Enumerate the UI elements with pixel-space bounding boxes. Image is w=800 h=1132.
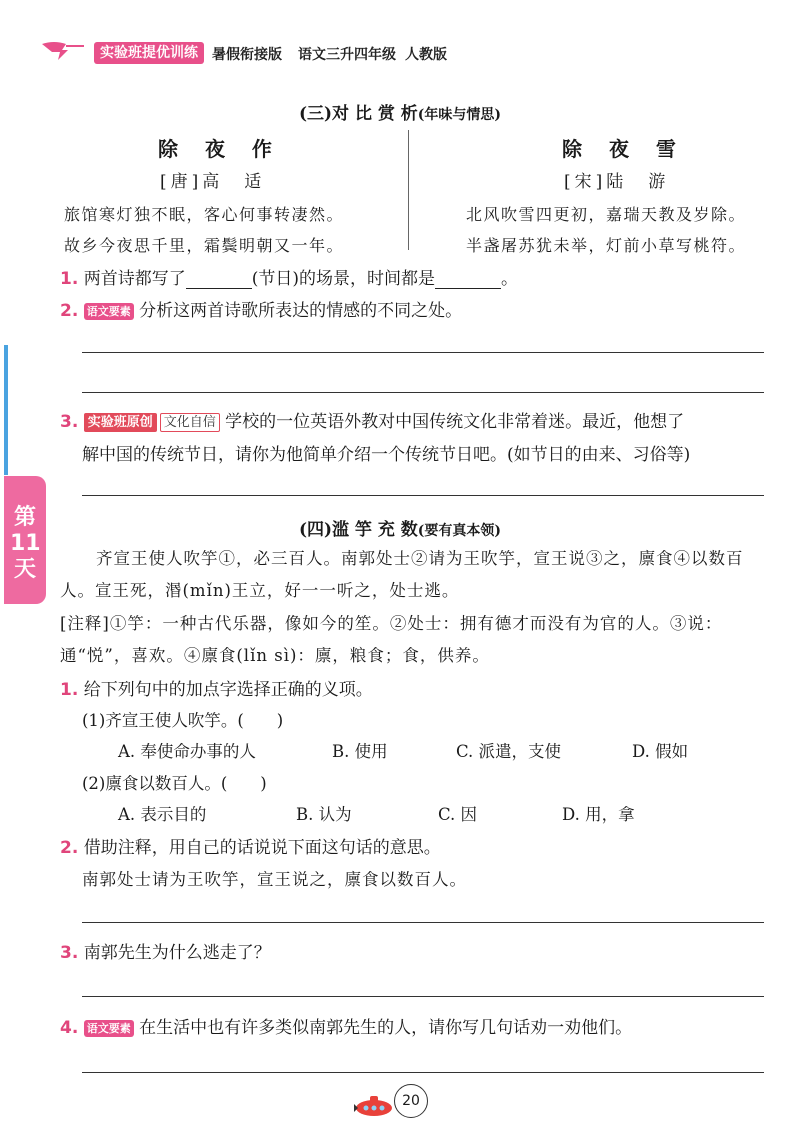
header-brand: 实验班提优训练 — [94, 42, 204, 64]
s4-question-3 — [60, 938, 271, 963]
option-b[interactable]: B. 使用 — [332, 742, 388, 761]
answer-line[interactable] — [82, 996, 764, 997]
option-a[interactable]: A. 奉使命办事的人 — [118, 742, 256, 761]
poem2-title: 除 夜 雪 — [562, 137, 686, 161]
annotation-line: 通“悦”，喜欢。④廪食(lǐn sì)：廪，粮食；食，供养。 — [60, 646, 490, 665]
poem1-author: [唐]高 适 — [160, 172, 266, 192]
question-text: 分析这两首诗歌所表达的情感的不同之处。 — [139, 301, 463, 321]
submarine-icon — [352, 1090, 394, 1118]
side-accent-line — [4, 345, 8, 475]
section4-subtitle: (要有真本领) — [417, 523, 502, 539]
section3-heading — [0, 99, 800, 124]
question-text: 解中国的传统节日，请你为他简单介绍一个传统节日吧。(如节日的由来、习俗等) — [82, 445, 691, 465]
poem2-author: [宋]陆 游 — [564, 172, 670, 192]
quoted-sentence: 南郭处士请为王吹竽，宣王说之，廪食以数百人。 — [82, 870, 467, 889]
question-text: 两首诗都写了 — [83, 269, 186, 289]
question-text: 学校的一位英语外教对中国传统文化非常着迷。最近，他想了 — [225, 412, 685, 432]
section3-subtitle: (年味与情思) — [417, 107, 502, 123]
s4-question-1 — [60, 675, 373, 700]
literacy-element-badge: 语文要素 — [84, 1020, 134, 1037]
poem1-line: 故乡今夜思千里，霜鬓明朝又一年。 — [64, 236, 345, 255]
section4-title: (四)滥 竽 充 数 — [298, 520, 418, 540]
s4-question-4 — [60, 1013, 632, 1038]
page-number: 20 — [394, 1084, 428, 1118]
option-d[interactable]: D. 用，拿 — [562, 805, 635, 824]
poem2-line: 半盏屠苏犹未举，灯前小草写桃符。 — [466, 236, 747, 255]
question-number: 4. — [60, 1018, 79, 1038]
s3-question-3 — [60, 407, 684, 432]
answer-line[interactable] — [82, 392, 764, 393]
question-text: 。 — [500, 269, 518, 289]
sub-question: (1)齐宣王使人吹竽。( ) — [82, 711, 284, 730]
option-c[interactable]: C. 因 — [438, 805, 478, 824]
s3-question-1 — [60, 264, 518, 289]
section4-heading — [0, 515, 800, 540]
header-publisher: 人教版 — [405, 47, 447, 63]
option-c[interactable]: C. 派遣，支使 — [456, 742, 562, 761]
question-number: 1. — [60, 269, 79, 289]
question-text: (节日)的场景，时间都是 — [251, 269, 435, 289]
poem1-title: 除 夜 作 — [158, 137, 282, 161]
answer-line[interactable] — [82, 922, 764, 923]
question-text: 借助注释，用自己的话说说下面这句话的意思。 — [83, 838, 441, 858]
question-number: 3. — [60, 943, 79, 963]
original-tag: 实验班原创 — [84, 413, 157, 432]
question-text: 给下列句中的加点字选择正确的义项。 — [83, 680, 373, 700]
answer-line[interactable] — [82, 352, 764, 353]
question-number: 3. — [60, 412, 79, 432]
option-b[interactable]: B. 认为 — [296, 805, 352, 824]
question-number: 1. — [60, 680, 79, 700]
question-number: 2. — [60, 301, 79, 321]
question-number: 2. — [60, 838, 79, 858]
section3-title: (三)对 比 赏 析 — [298, 104, 418, 124]
poem-divider — [408, 130, 409, 250]
passage-line: 人。宣王死，湣(mǐn)王立，好一一听之，处士逃。 — [60, 581, 460, 600]
poem1-line: 旅馆寒灯独不眠，客心何事转凄然。 — [64, 205, 345, 224]
literacy-element-badge: 语文要素 — [84, 303, 134, 320]
option-a[interactable]: A. 表示目的 — [118, 805, 207, 824]
sub-question: (2)廪食以数百人。( ) — [82, 774, 267, 793]
option-d[interactable]: D. 假如 — [632, 742, 689, 761]
poem2-line: 北风吹雪四更初，嘉瑞天教及岁除。 — [466, 205, 747, 224]
header-grade: 语文三升四年级 — [298, 47, 396, 63]
passage-line: 齐宣王使人吹竽①，必三百人。南郭处士②请为王吹竽，宣王说③之，廪食④以数百 — [96, 549, 744, 568]
culture-tag: 文化自信 — [160, 413, 220, 432]
answer-line[interactable] — [82, 495, 764, 496]
question-text: 南郭先生为什么逃走了？ — [83, 943, 271, 963]
answer-blank-time[interactable] — [435, 270, 501, 289]
brand-logo-icon — [40, 40, 88, 62]
annotation-line: [注释]①竽：一种古代乐器，像如今的笙。②处士：拥有德才而没有为官的人。③说： — [60, 614, 723, 633]
s4-question-2 — [60, 833, 441, 858]
answer-line[interactable] — [82, 1072, 764, 1073]
header-edition: 暑假衔接版 — [212, 47, 282, 63]
answer-blank-festival[interactable] — [186, 270, 252, 289]
question-text: 在生活中也有许多类似南郭先生的人，请你写几句话劝一劝他们。 — [139, 1018, 633, 1038]
day-tab-label: 第11天 — [10, 505, 41, 582]
s3-question-2 — [60, 296, 462, 321]
